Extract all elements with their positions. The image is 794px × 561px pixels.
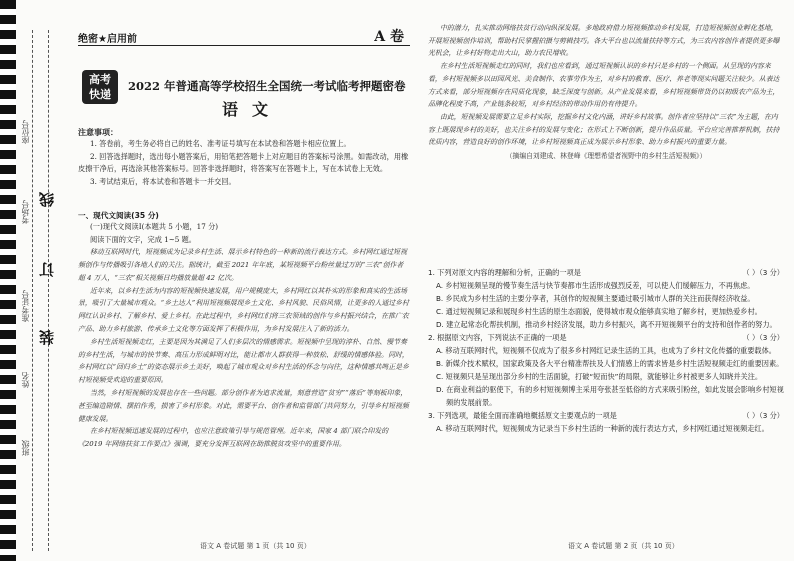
question-option: B. 乡民成为乡村生活的主要分享者，其创作的短视频主要通过吸引城市人群的关注而获得经济收益。 (436, 294, 755, 303)
question-1 (428, 266, 784, 331)
passage-paragraph: 移动互联网时代，短视频成为记录乡村生活、展示乡村特色的一种新的流行表达方式。乡村网红通过短视频创作与传播吸引各地人们的关注。据统计，截至 2021 年年底，某短视频平台粉丝量过万的“三农”创作者超 4 万人，“三农”相关视频日均播放量超 42 亿次。 (78, 248, 407, 282)
binding-gutter (0, 0, 56, 561)
cut-line (32, 30, 33, 551)
volume-label: A 卷 (374, 29, 404, 45)
passage-paragraph: 乡村生活短视频走红，主要是因为其满足了人们多层次的情感需求。短视频中呈现的淳朴、自然、慢节奏的乡村生活，与城市的快节奏、高压力形成鲜明对比，能让都市人群获得一种放松、舒缓的情感体验。同时，乡村网红以“回归乡土”的姿态展示乡土美好，唤起了城市观众对乡村生活的怀念与向往，这种情感共鸣正是乡村短视频受欢迎的重要原因。 (78, 337, 409, 385)
notes-block (78, 127, 410, 188)
passage-paragraph: 在乡村短视频迅速发展的过程中，也应注意政策引导与规范管理。近年来，国家 4 部门联合印发的《2019 年网络扶贫工作要点》强调，要充分发挥互联网在助推脱贫攻坚中的重要作用。 (78, 427, 389, 449)
gutter-seat-label: 座位号 (21, 120, 30, 144)
question-option: C. 通过短视频记录和展现乡村生活的原生态面貌，使得城市观众能够真实地了解乡村，更加热爱乡村。 (436, 307, 762, 316)
passage-source: （摘编自刘建成、林登峰《理想希望者视野中的乡村生活短视频》） (505, 152, 707, 161)
question-option: A. 移动互联网时代，短视频成为记录当下乡村生活的一种新的流行表达方式，乡村网红通过短视频走红。 (436, 424, 769, 433)
note-item: 2. 回答选择题时，选出每小题答案后，用铅笔把答题卡上对应题目的答案标号涂黑。如需改动，用橡皮擦干净后，再选涂其他答案标号。回答非选择题时，将答案写在答题卡上，写在本试卷上无效。 (78, 151, 409, 174)
passage-paragraph: 由此，短视频发展需要立足乡村实际，挖掘乡村文化内涵，讲好乡村故事。创作者应坚持以“三农”为主题，在内容上既展现乡村的美好，也关注乡村的发展与变化；在形式上不断创新，提升作品质量。平台应完善推荐机制，扶持优质内容，营造良好的创作环境，让乡村短视频真正成为展示乡村形象、助力乡村振兴的重要力量。 (428, 112, 780, 147)
question-2 (428, 331, 784, 409)
passage-paragraph: 当然，乡村短视频的发展也存在一些问题。部分创作者为追求流量，刻意营造“贫穷”“落后”等刻板印象，甚至编造剧情、摆拍作秀，损害了乡村形象。对此，需要平台、创作者和监管部门共同努力，引导乡村短视频健康发展。 (78, 388, 409, 423)
question-score: （ ）（3 分） (742, 268, 784, 277)
logo-line-1: 高考 (89, 73, 111, 86)
gutter-class-label: 班级 (21, 440, 30, 456)
footer-page-1: 语文 A 卷试题 第 1 页（共 10 页） (200, 542, 311, 550)
question-option: A. 移动互联网时代，短视频不仅成为了很多乡村网红记录生活的工具，也成为了乡村文化传播的重要载体。 (436, 346, 776, 355)
gutter-mark-xian: 线 (38, 192, 56, 207)
secret-label: 绝密★启用前 (78, 34, 137, 45)
passage-paragraph: 在乡村生活短视频走红的同时，我们也应看到，通过短视频认识的乡村只是乡村的一个侧面。从呈现的内容来看，乡村短视频多以田园风光、美食制作、农事劳作为主，对乡村的教育、医疗、养老等现实问题关注较少。从表达方式来看，部分短视频存在同质化现象，缺乏深度与创新。从产业发展来看，乡村短视频带货仍以初级农产品为主，品牌化程度不高，产业链条较短，对乡村经济的带动作用仍有待提升。 (428, 62, 780, 109)
gutter-mark-zhuang: 装 (38, 330, 56, 345)
question-option: D. 建立起常态化帮扶机制，推动乡村经济发展，助力乡村振兴，离不开短视频平台的支持和创作者的努力。 (436, 320, 777, 329)
section-title: 一、现代文阅读(35 分) (78, 211, 159, 220)
questions-block (428, 266, 784, 435)
reading-instruction: 阅读下面的文字，完成 1~5 题。 (90, 234, 196, 244)
subsection-title: (一)现代文阅读Ⅰ(本题共 5 小题，17 分) (90, 222, 219, 231)
seal-line (48, 30, 49, 551)
question-stem: 3. 下列选项，最能全面而准确地概括原文主要观点的一项是 (428, 411, 617, 420)
question-option: A. 乡村短视频呈现的慢节奏生活与快节奏都市生活形成强烈反差，可以使人们缓解压力，不再焦虑。 (436, 281, 755, 290)
footer-page-2: 语文 A 卷试题 第 2 页（共 10 页） (568, 542, 679, 550)
question-score: （ ）（3 分） (742, 411, 784, 420)
subject-title: 语文 (222, 100, 283, 119)
question-score: （ ）（3 分） (742, 333, 784, 342)
header-rule (78, 45, 410, 46)
question-stem: 1. 下列对原文内容的理解和分析，正确的一项是 (428, 268, 581, 277)
gutter-name-label: 姓名 (21, 372, 30, 388)
section-1 (78, 210, 410, 451)
binding-strip (0, 0, 16, 561)
note-item: 1. 答卷前，考生务必将自己的姓名、准考证号填写在本试卷和答题卡相应位置上。 (90, 139, 351, 148)
passage-paragraph: 近年来，以乡村生活为内容的短视频快速发展，用户规模庞大，乡村网红以其朴实的形象和真实的生活场景，吸引了大量城市观众。“乡土达人”利用短视频展现乡土文化、乡村风貌、民俗风情，让更多的人通过乡村网红认识乡村、了解乡村、爱上乡村。在此过程中，乡村网红们将三农领域的创作与乡村振兴结合，在推广农产品、助力乡村旅游、传承乡土文化等方面发挥了积极作用，为乡村发展注入了新的活力。 (78, 286, 409, 333)
exam-title: 2022 年普通高等学校招生全国统一考试临考押题密卷 (128, 79, 406, 93)
passage-paragraph: 中的潜力，扎实推动网络扶贫行动向纵深发展。多地政府借力短视频推动乡村发展，打造短视频创业孵化基地，开展短视频创作培训，帮助村民掌握拍摄与剪辑技巧。各大平台也以流量扶持等方式，为三农内容创作者提供更多曝光机会，让乡村好物走出大山，助力农民增收。 (428, 24, 780, 58)
gaokao-express-logo (82, 70, 118, 104)
question-option: D. 在商业利益的驱使下，有的乡村短视频博主采用夸张甚至低俗的方式来吸引粉丝，如此发展会影响乡村短视频的发展前景。 (436, 385, 784, 407)
gutter-room-label: 考场号 (21, 200, 30, 224)
question-3 (428, 409, 784, 435)
question-option: B. 新媒介技术赋权，国家政策及各大平台精准帮扶及人们情感上的需求皆是乡村生活短视频走红的重要因素。 (436, 359, 784, 368)
logo-line-2: 快递 (89, 88, 111, 101)
question-option: C. 短视频只是呈现出部分乡村的生活面貌，打破“短而快”的局限，就能够让乡村被更多人知晓并关注。 (436, 372, 763, 381)
question-stem: 2. 根据原文内容，下列说法不正确的一项是 (428, 333, 567, 342)
right-page (418, 0, 794, 561)
notes-title: 注意事项： (78, 128, 118, 137)
gutter-mark-ding: 订 (38, 262, 56, 277)
note-item: 3. 考试结束后，将本试卷和答题卡一并交回。 (90, 176, 236, 186)
gutter-ticket-label: 准考证号 (21, 290, 30, 322)
passage-continued (428, 22, 784, 163)
